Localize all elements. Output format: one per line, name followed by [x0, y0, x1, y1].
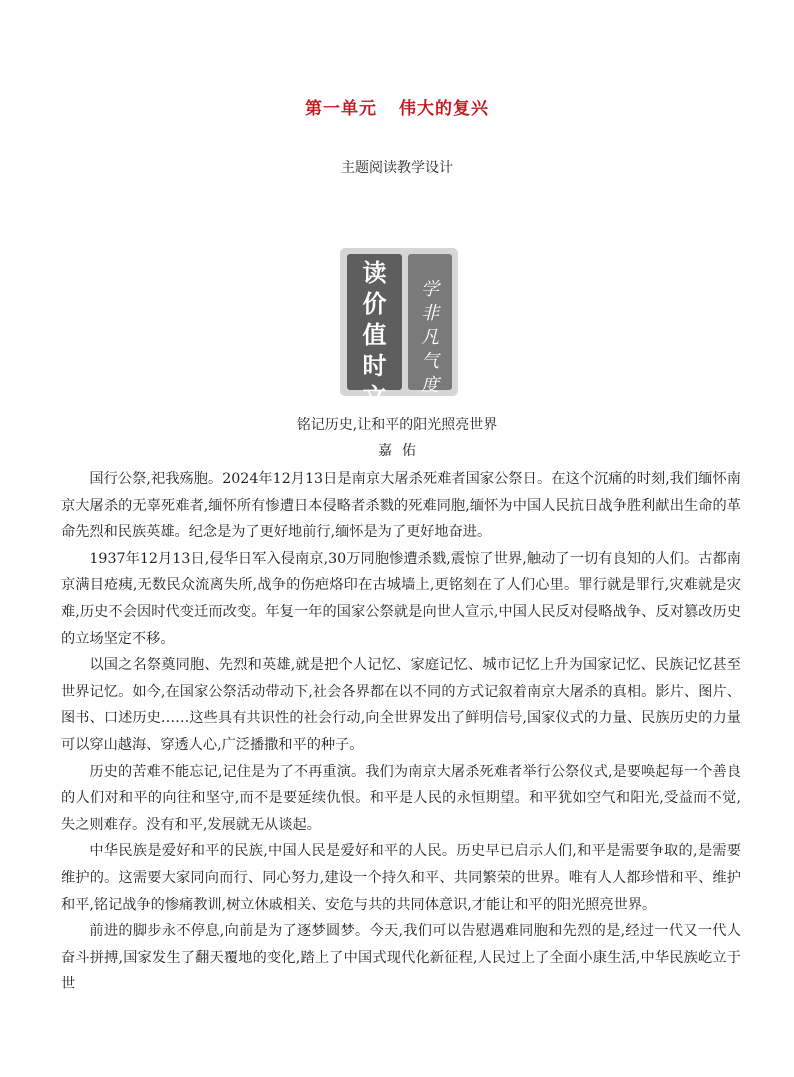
article-paragraph: 中华民族是爱好和平的民族,中国人民是爱好和平的人民。历史早已启示人们,和平是需要争取的,是需要维护的。这需要大家同向而行、同心努力,建设一个持久和平、共同繁荣的世界。唯有人人都珍惜和平、维护和平,铭记战争的惨痛教训,树立休戚相关、安危与共的共同体意识,才能让和平的阳光照亮世界。	[61, 843, 741, 913]
article-paragraph: 前进的脚步永不停息,向前是为了逐梦圆梦。今天,我们可以告慰遇难同胞和先烈的是,经过一代又一代人奋斗拼搏,国家发生了翻天覆地的变化,踏上了中国式现代化新征程,人民过上了全面小康生活,中华民族屹立于世	[61, 923, 741, 993]
article-body	[61, 466, 741, 998]
article-paragraph: 国行公祭,祀我殇胞。2024年12月13日是南京大屠杀死难者国家公祭日。在这个沉痛的时刻,我们缅怀南京大屠杀的无辜死难者,缅怀所有惨遭日本侵略者杀戮的死难同胞,缅怀为中国人民抗日战争胜利献出生命的革命先烈和民族英雄。纪念是为了更好地前行,缅怀是为了更好地奋进。	[61, 471, 741, 541]
article-author: 嘉佑	[378, 443, 426, 459]
banner-right-text: 学 非 凡 气 度	[421, 279, 439, 396]
banner-left-text: 读 价 值 时 文	[362, 259, 387, 411]
banner-right-panel	[408, 254, 452, 396]
unit-name: 伟大的复兴	[399, 99, 489, 119]
page-subtitle: 主题阅读教学设计	[341, 160, 453, 176]
article-paragraph: 历史的苦难不能忘记,记住是为了不再重演。我们为南京大屠杀死难者举行公祭仪式,是要唤起每一个善良的人们对和平的向往和坚守,而不是要延续仇恨。和平是人民的永恒期望。和平犹如空气和阳光,受益而不觉,失之则难存。没有和平,发展就无从谈起。	[61, 763, 741, 833]
article-paragraph: 以国之名祭奠同胞、先烈和英雄,就是把个人记忆、家庭记忆、城市记忆上升为国家记忆、民族记忆甚至世界记忆。如今,在国家公祭活动带动下,社会各界都在以不同的方式记叙着南京大屠杀的真相。影片、图片、图书、口述历史……这些具有共识性的社会行动,向全世界发出了鲜明信号,国家仪式的力量、民族历史的力量可以穿山越海、穿透人心,广泛播撒和平的种子。	[61, 657, 741, 753]
article-paragraph: 1937年12月13日,侵华日军入侵南京,30万同胞惨遭杀戮,震惊了世界,触动了一切有良知的人们。古都南京满目疮痍,无数民众流离失所,战争的伤疤烙印在古城墙上,更铭刻在了人们心里。罪行就是罪行,灾难就是灾难,历史不会因时代变迁而改变。年复一年的国家公祭就是向世人宣示,中国人民反对侵略战争、反对篡改历史的立场坚定不移。	[61, 550, 741, 647]
unit-label: 第一单元	[305, 99, 377, 119]
banner-left-panel	[347, 254, 402, 411]
unit-title	[0, 94, 794, 119]
article-title: 铭记历史,让和平的阳光照亮世界	[296, 417, 498, 433]
section-banner	[340, 248, 458, 411]
